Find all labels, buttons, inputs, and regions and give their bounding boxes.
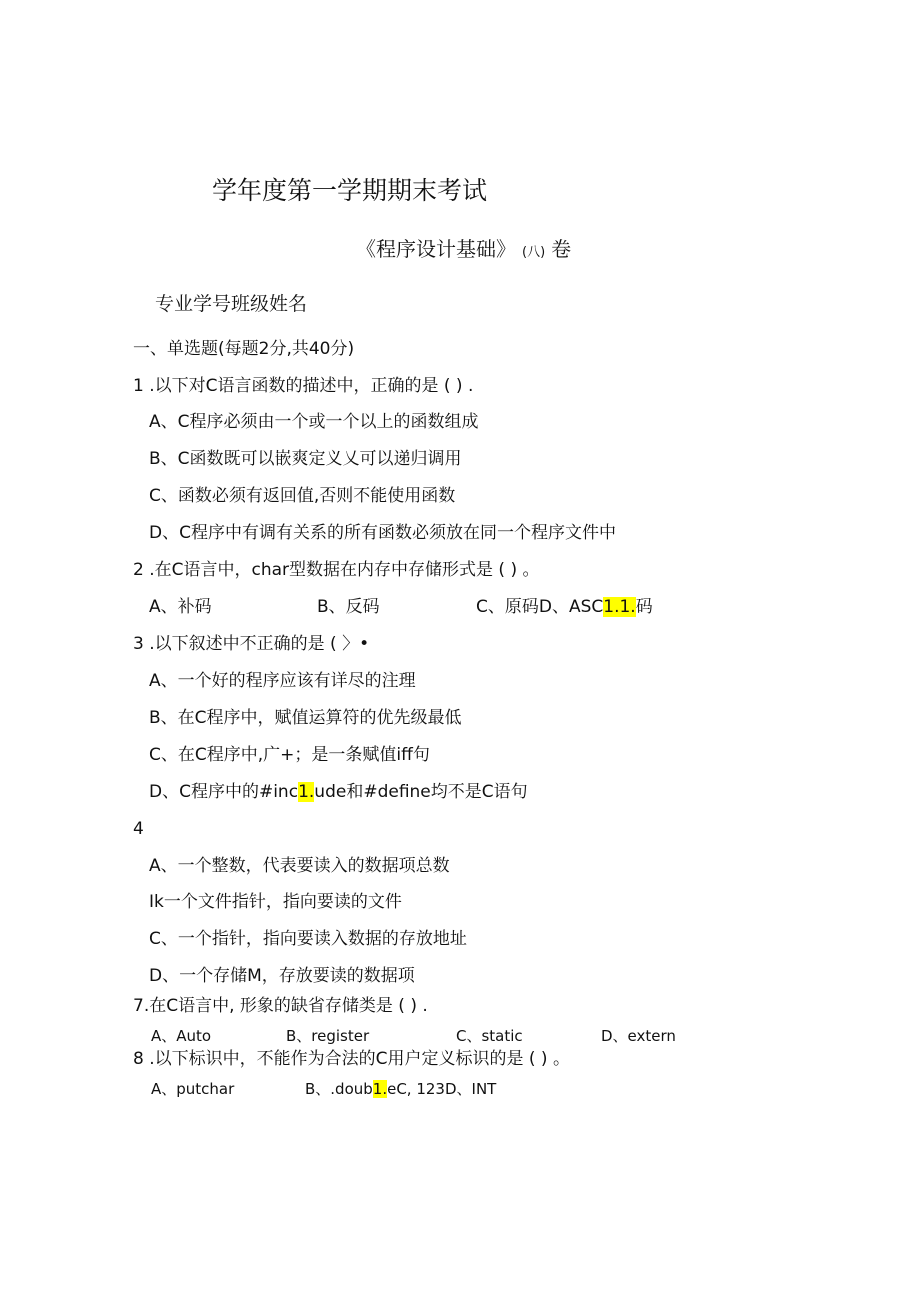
highlight-mark: 1.1. bbox=[603, 597, 636, 617]
question-1-option-a: A、C程序必须由一个或一个以上的函数组成 bbox=[149, 412, 479, 432]
question-4-option-b: Ik一个文件指针，指向要读的文件 bbox=[149, 892, 402, 912]
question-1-option-b: B、C函数既可以嵌爽定义乂可以递归调用 bbox=[149, 449, 462, 469]
question-7-option-b: B、register bbox=[286, 1027, 370, 1045]
question-3-option-a: A、一个好的程序应该有详尽的注理 bbox=[149, 671, 416, 691]
question-1-stem: 1 .以下对C语言函数的描述中，正确的是 ( ) . bbox=[133, 376, 474, 396]
highlight-mark: 1. bbox=[298, 782, 315, 802]
paper-suffix: 卷 bbox=[551, 237, 572, 261]
section-heading: 一、单选题(每题2分,共40分) bbox=[133, 339, 355, 359]
paper-code: (八) bbox=[522, 245, 546, 260]
question-3-option-b: B、在C程序中，赋值运算符的优先级最低 bbox=[149, 708, 462, 728]
question-8-option-a: A、putchar bbox=[151, 1080, 235, 1098]
question-1-option-c: C、函数必须有返回值,否则不能使用函数 bbox=[149, 486, 456, 506]
question-7-option-c: C、static bbox=[456, 1027, 523, 1045]
question-8-option-bcd bbox=[305, 1078, 496, 1100]
question-2-stem: 2 .在C语言中，char型数据在内存中存储形式是 ( ) 。 bbox=[133, 560, 540, 580]
student-info-line: 专业学号班级姓名 bbox=[155, 293, 308, 315]
question-4-option-d: D、一个存储M，存放要读的数据项 bbox=[149, 966, 415, 986]
question-3-option-d-post: ude和#define均不是C语句 bbox=[314, 782, 528, 802]
question-2-option-cd-pre: C、原码D、ASC bbox=[476, 597, 604, 617]
question-3-stem: 3 .以下叙述中不正确的是 ( 〉• bbox=[133, 634, 370, 654]
question-2-option-a: A、补码 bbox=[149, 597, 212, 617]
question-7-stem: 7.在C语言中, 形象的缺省存储类是 ( ) . bbox=[133, 996, 428, 1016]
question-4-option-a: A、一个整数，代表要读入的数据项总数 bbox=[149, 856, 450, 876]
question-2-option-cd-post: 码 bbox=[635, 597, 653, 617]
question-4-stem: 4 bbox=[133, 819, 144, 839]
question-7-option-d: D、extern bbox=[601, 1027, 676, 1045]
course-title bbox=[356, 236, 571, 266]
question-4-option-c: C、一个指针，指向要读入数据的存放地址 bbox=[149, 929, 467, 949]
question-3-option-d-pre: D、C程序中的#inc bbox=[149, 782, 299, 802]
question-8-stem: 8 .以下标识中，不能作为合法的C用户定义标识的是 ( ) 。 bbox=[133, 1049, 570, 1069]
question-8-option-bcd-post: eC, 123D、INT bbox=[387, 1080, 497, 1098]
highlight-mark: 1. bbox=[372, 1080, 388, 1098]
question-2-option-cd bbox=[476, 596, 653, 618]
question-3-option-c: C、在C程序中,广+；是一条赋值iff句 bbox=[149, 745, 430, 765]
question-8-option-bcd-pre: B、.doub bbox=[305, 1080, 373, 1098]
question-7-option-a: A、Auto bbox=[151, 1027, 212, 1045]
question-2-option-b: B、反码 bbox=[317, 597, 380, 617]
question-3-option-d bbox=[149, 781, 528, 803]
course-name: 《程序设计基础》 bbox=[356, 237, 516, 261]
question-1-option-d: D、C程序中有调有关系的所有函数必须放在同一个程序文件中 bbox=[149, 523, 616, 543]
exam-title: 学年度第一学期期末考试 bbox=[212, 176, 488, 205]
